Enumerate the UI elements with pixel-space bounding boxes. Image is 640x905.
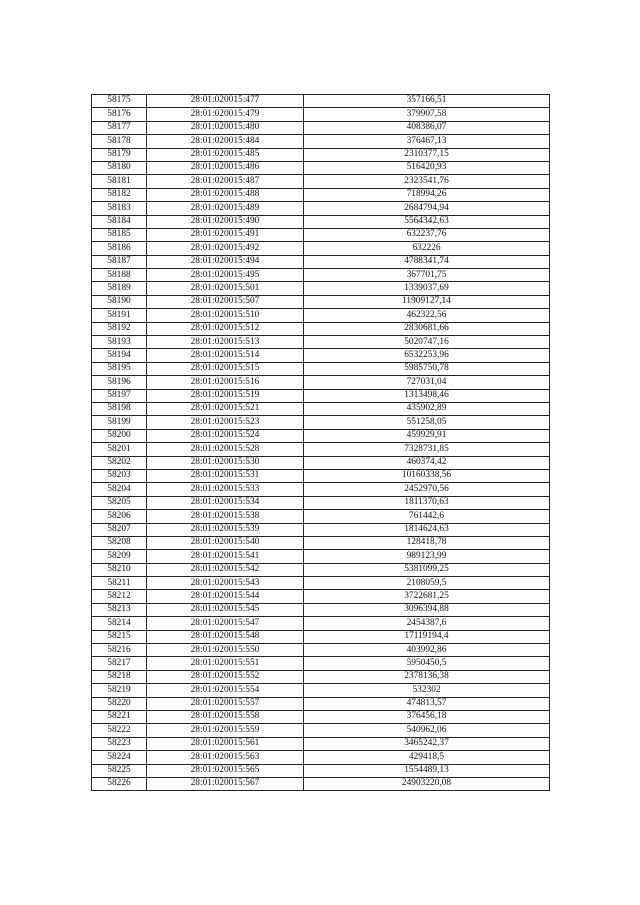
cadastral-number-cell: 28:01:020015:552 — [147, 670, 304, 683]
table-row — [92, 228, 550, 241]
cadastral-number-cell: 28:01:020015:538 — [147, 510, 304, 523]
cadastral-value-cell: 1554489,13 — [304, 764, 550, 777]
cadastral-value-cell: 462322,56 — [304, 309, 550, 322]
cadastral-value-cell: 429418,5 — [304, 751, 550, 764]
table-row — [92, 161, 550, 174]
cadastral-value-cell: 540962,06 — [304, 724, 550, 737]
row-number-cell: 58201 — [92, 443, 147, 456]
cadastral-value-cell: 632237,76 — [304, 228, 550, 241]
table-row — [92, 336, 550, 349]
cadastral-number-cell: 28:01:020015:554 — [147, 684, 304, 697]
cadastral-number-cell: 28:01:020015:516 — [147, 376, 304, 389]
cadastral-value-cell: 7328731,85 — [304, 443, 550, 456]
row-number-cell: 58222 — [92, 724, 147, 737]
table-row — [92, 603, 550, 616]
row-number-cell: 58179 — [92, 148, 147, 161]
row-number-cell: 58217 — [92, 657, 147, 670]
table-row — [92, 349, 550, 362]
row-number-cell: 58211 — [92, 577, 147, 590]
cadastral-number-cell: 28:01:020015:542 — [147, 563, 304, 576]
row-number-cell: 58175 — [92, 95, 147, 108]
cadastral-value-cell: 376467,13 — [304, 135, 550, 148]
cadastral-number-cell: 28:01:020015:544 — [147, 590, 304, 603]
row-number-cell: 58212 — [92, 590, 147, 603]
cadastral-number-cell: 28:01:020015:487 — [147, 175, 304, 188]
row-number-cell: 58199 — [92, 416, 147, 429]
cadastral-number-cell: 28:01:020015:531 — [147, 469, 304, 482]
cadastral-number-cell: 28:01:020015:480 — [147, 121, 304, 134]
table-row — [92, 429, 550, 442]
cadastral-number-cell: 28:01:020015:488 — [147, 188, 304, 201]
cadastral-number-cell: 28:01:020015:534 — [147, 496, 304, 509]
table-row — [92, 188, 550, 201]
table-row — [92, 282, 550, 295]
cadastral-number-cell: 28:01:020015:477 — [147, 95, 304, 108]
cadastral-number-cell: 28:01:020015:541 — [147, 550, 304, 563]
table-row — [92, 309, 550, 322]
table-row — [92, 295, 550, 308]
cadastral-number-cell: 28:01:020015:485 — [147, 148, 304, 161]
cadastral-number-cell: 28:01:020015:501 — [147, 282, 304, 295]
table-row — [92, 202, 550, 215]
row-number-cell: 58187 — [92, 255, 147, 268]
cadastral-number-cell: 28:01:020015:494 — [147, 255, 304, 268]
cadastral-number-cell: 28:01:020015:491 — [147, 228, 304, 241]
cadastral-number-cell: 28:01:020015:486 — [147, 161, 304, 174]
cadastral-value-cell: 727031,04 — [304, 376, 550, 389]
row-number-cell: 58194 — [92, 349, 147, 362]
cadastral-value-cell: 2684794,94 — [304, 202, 550, 215]
cadastral-value-cell: 379907,58 — [304, 108, 550, 121]
table-row — [92, 617, 550, 630]
cadastral-number-cell: 28:01:020015:507 — [147, 295, 304, 308]
cadastral-value-cell: 1339037,69 — [304, 282, 550, 295]
cadastral-value-cell: 6532253,96 — [304, 349, 550, 362]
row-number-cell: 58190 — [92, 295, 147, 308]
cadastral-number-cell: 28:01:020015:530 — [147, 456, 304, 469]
row-number-cell: 58209 — [92, 550, 147, 563]
table-row — [92, 456, 550, 469]
cadastral-value-cell: 474813,57 — [304, 697, 550, 710]
row-number-cell: 58219 — [92, 684, 147, 697]
cadastral-number-cell: 28:01:020015:558 — [147, 710, 304, 723]
table-row — [92, 644, 550, 657]
row-number-cell: 58195 — [92, 362, 147, 375]
cadastral-number-cell: 28:01:020015:524 — [147, 429, 304, 442]
cadastral-number-cell: 28:01:020015:515 — [147, 362, 304, 375]
cadastral-value-cell: 551258,05 — [304, 416, 550, 429]
table-row — [92, 402, 550, 415]
cadastral-value-cell: 10160338,56 — [304, 469, 550, 482]
cadastral-value-cell: 408386,07 — [304, 121, 550, 134]
table-row — [92, 751, 550, 764]
cadastral-number-cell: 28:01:020015:523 — [147, 416, 304, 429]
row-number-cell: 58210 — [92, 563, 147, 576]
table-row — [92, 657, 550, 670]
cadastral-value-cell: 2454387,6 — [304, 617, 550, 630]
cadastral-value-cell: 989123,99 — [304, 550, 550, 563]
table-row — [92, 777, 550, 790]
cadastral-number-cell: 28:01:020015:489 — [147, 202, 304, 215]
table-row — [92, 255, 550, 268]
cadastral-value-table — [91, 94, 550, 791]
row-number-cell: 58203 — [92, 469, 147, 482]
row-number-cell: 58180 — [92, 161, 147, 174]
row-number-cell: 58186 — [92, 242, 147, 255]
cadastral-value-cell: 11909127,14 — [304, 295, 550, 308]
table-row — [92, 95, 550, 108]
table-row — [92, 416, 550, 429]
table-row — [92, 670, 550, 683]
cadastral-number-cell: 28:01:020015:484 — [147, 135, 304, 148]
cadastral-number-cell: 28:01:020015:519 — [147, 389, 304, 402]
table-row — [92, 175, 550, 188]
cadastral-value-cell: 532302 — [304, 684, 550, 697]
row-number-cell: 58205 — [92, 496, 147, 509]
table-body — [92, 95, 550, 791]
cadastral-value-cell: 5381099,25 — [304, 563, 550, 576]
cadastral-value-cell: 24903220,08 — [304, 777, 550, 790]
row-number-cell: 58176 — [92, 108, 147, 121]
cadastral-value-cell: 761442,6 — [304, 510, 550, 523]
row-number-cell: 58183 — [92, 202, 147, 215]
cadastral-value-cell: 403992,86 — [304, 644, 550, 657]
row-number-cell: 58225 — [92, 764, 147, 777]
cadastral-number-cell: 28:01:020015:563 — [147, 751, 304, 764]
cadastral-number-cell: 28:01:020015:551 — [147, 657, 304, 670]
cadastral-value-cell: 5985750,78 — [304, 362, 550, 375]
cadastral-value-cell: 2378136,38 — [304, 670, 550, 683]
cadastral-value-cell: 2108059,5 — [304, 577, 550, 590]
cadastral-value-cell: 718994,26 — [304, 188, 550, 201]
row-number-cell: 58184 — [92, 215, 147, 228]
table-row — [92, 590, 550, 603]
cadastral-number-cell: 28:01:020015:545 — [147, 603, 304, 616]
cadastral-value-cell: 5950450,5 — [304, 657, 550, 670]
cadastral-value-cell: 632226 — [304, 242, 550, 255]
cadastral-number-cell: 28:01:020015:490 — [147, 215, 304, 228]
cadastral-value-cell: 3722681,25 — [304, 590, 550, 603]
cadastral-number-cell: 28:01:020015:539 — [147, 523, 304, 536]
row-number-cell: 58215 — [92, 630, 147, 643]
cadastral-value-cell: 3465242,37 — [304, 737, 550, 750]
cadastral-value-cell: 17119194,4 — [304, 630, 550, 643]
table-row — [92, 469, 550, 482]
table-row — [92, 577, 550, 590]
table-row — [92, 362, 550, 375]
table-row — [92, 376, 550, 389]
row-number-cell: 58198 — [92, 402, 147, 415]
table-row — [92, 242, 550, 255]
cadastral-value-cell: 1811370,63 — [304, 496, 550, 509]
table-row — [92, 496, 550, 509]
table-row — [92, 121, 550, 134]
row-number-cell: 58214 — [92, 617, 147, 630]
row-number-cell: 58177 — [92, 121, 147, 134]
row-number-cell: 58189 — [92, 282, 147, 295]
cadastral-number-cell: 28:01:020015:567 — [147, 777, 304, 790]
table-row — [92, 630, 550, 643]
table-row — [92, 510, 550, 523]
table-row — [92, 536, 550, 549]
row-number-cell: 58202 — [92, 456, 147, 469]
cadastral-number-cell: 28:01:020015:521 — [147, 402, 304, 415]
row-number-cell: 58191 — [92, 309, 147, 322]
row-number-cell: 58216 — [92, 644, 147, 657]
table-row — [92, 710, 550, 723]
cadastral-number-cell: 28:01:020015:528 — [147, 443, 304, 456]
cadastral-value-cell: 128418,78 — [304, 536, 550, 549]
table-row — [92, 269, 550, 282]
cadastral-number-cell: 28:01:020015:533 — [147, 483, 304, 496]
cadastral-value-cell: 516420,93 — [304, 161, 550, 174]
row-number-cell: 58226 — [92, 777, 147, 790]
row-number-cell: 58200 — [92, 429, 147, 442]
cadastral-number-cell: 28:01:020015:492 — [147, 242, 304, 255]
cadastral-number-cell: 28:01:020015:561 — [147, 737, 304, 750]
row-number-cell: 58218 — [92, 670, 147, 683]
cadastral-number-cell: 28:01:020015:495 — [147, 269, 304, 282]
row-number-cell: 58185 — [92, 228, 147, 241]
table-row — [92, 563, 550, 576]
cadastral-number-cell: 28:01:020015:514 — [147, 349, 304, 362]
table-row — [92, 215, 550, 228]
cadastral-value-cell: 1313498,46 — [304, 389, 550, 402]
row-number-cell: 58196 — [92, 376, 147, 389]
table-row — [92, 322, 550, 335]
cadastral-value-cell: 5020747,16 — [304, 336, 550, 349]
row-number-cell: 58197 — [92, 389, 147, 402]
cadastral-number-cell: 28:01:020015:513 — [147, 336, 304, 349]
row-number-cell: 58206 — [92, 510, 147, 523]
cadastral-number-cell: 28:01:020015:512 — [147, 322, 304, 335]
cadastral-value-cell: 2323541,76 — [304, 175, 550, 188]
row-number-cell: 58193 — [92, 336, 147, 349]
cadastral-value-cell: 435902,89 — [304, 402, 550, 415]
row-number-cell: 58213 — [92, 603, 147, 616]
cadastral-number-cell: 28:01:020015:510 — [147, 309, 304, 322]
cadastral-number-cell: 28:01:020015:559 — [147, 724, 304, 737]
row-number-cell: 58181 — [92, 175, 147, 188]
table-row — [92, 389, 550, 402]
row-number-cell: 58178 — [92, 135, 147, 148]
cadastral-value-cell: 5564342,63 — [304, 215, 550, 228]
row-number-cell: 58224 — [92, 751, 147, 764]
cadastral-value-cell: 3096394,88 — [304, 603, 550, 616]
row-number-cell: 58207 — [92, 523, 147, 536]
table-row — [92, 108, 550, 121]
table-row — [92, 737, 550, 750]
row-number-cell: 58223 — [92, 737, 147, 750]
cadastral-value-cell: 2452970,56 — [304, 483, 550, 496]
row-number-cell: 58192 — [92, 322, 147, 335]
cadastral-number-cell: 28:01:020015:547 — [147, 617, 304, 630]
cadastral-value-cell: 4788341,74 — [304, 255, 550, 268]
cadastral-value-cell: 2310377,15 — [304, 148, 550, 161]
cadastral-number-cell: 28:01:020015:543 — [147, 577, 304, 590]
table-row — [92, 523, 550, 536]
row-number-cell: 58188 — [92, 269, 147, 282]
table-row — [92, 135, 550, 148]
table-row — [92, 697, 550, 710]
cadastral-number-cell: 28:01:020015:565 — [147, 764, 304, 777]
row-number-cell: 58182 — [92, 188, 147, 201]
cadastral-value-cell: 460374,42 — [304, 456, 550, 469]
table-row — [92, 550, 550, 563]
table-row — [92, 483, 550, 496]
cadastral-number-cell: 28:01:020015:557 — [147, 697, 304, 710]
table-row — [92, 148, 550, 161]
row-number-cell: 58208 — [92, 536, 147, 549]
row-number-cell: 58221 — [92, 710, 147, 723]
table-row — [92, 443, 550, 456]
table-row — [92, 684, 550, 697]
table-row — [92, 724, 550, 737]
cadastral-value-cell: 367701,75 — [304, 269, 550, 282]
cadastral-value-cell: 357166,51 — [304, 95, 550, 108]
cadastral-value-cell: 459929,91 — [304, 429, 550, 442]
cadastral-value-cell: 1814624,63 — [304, 523, 550, 536]
cadastral-number-cell: 28:01:020015:550 — [147, 644, 304, 657]
cadastral-number-cell: 28:01:020015:548 — [147, 630, 304, 643]
row-number-cell: 58220 — [92, 697, 147, 710]
cadastral-number-cell: 28:01:020015:540 — [147, 536, 304, 549]
table-row — [92, 764, 550, 777]
cadastral-value-cell: 2830681,66 — [304, 322, 550, 335]
cadastral-number-cell: 28:01:020015:479 — [147, 108, 304, 121]
cadastral-value-cell: 376456,18 — [304, 710, 550, 723]
row-number-cell: 58204 — [92, 483, 147, 496]
